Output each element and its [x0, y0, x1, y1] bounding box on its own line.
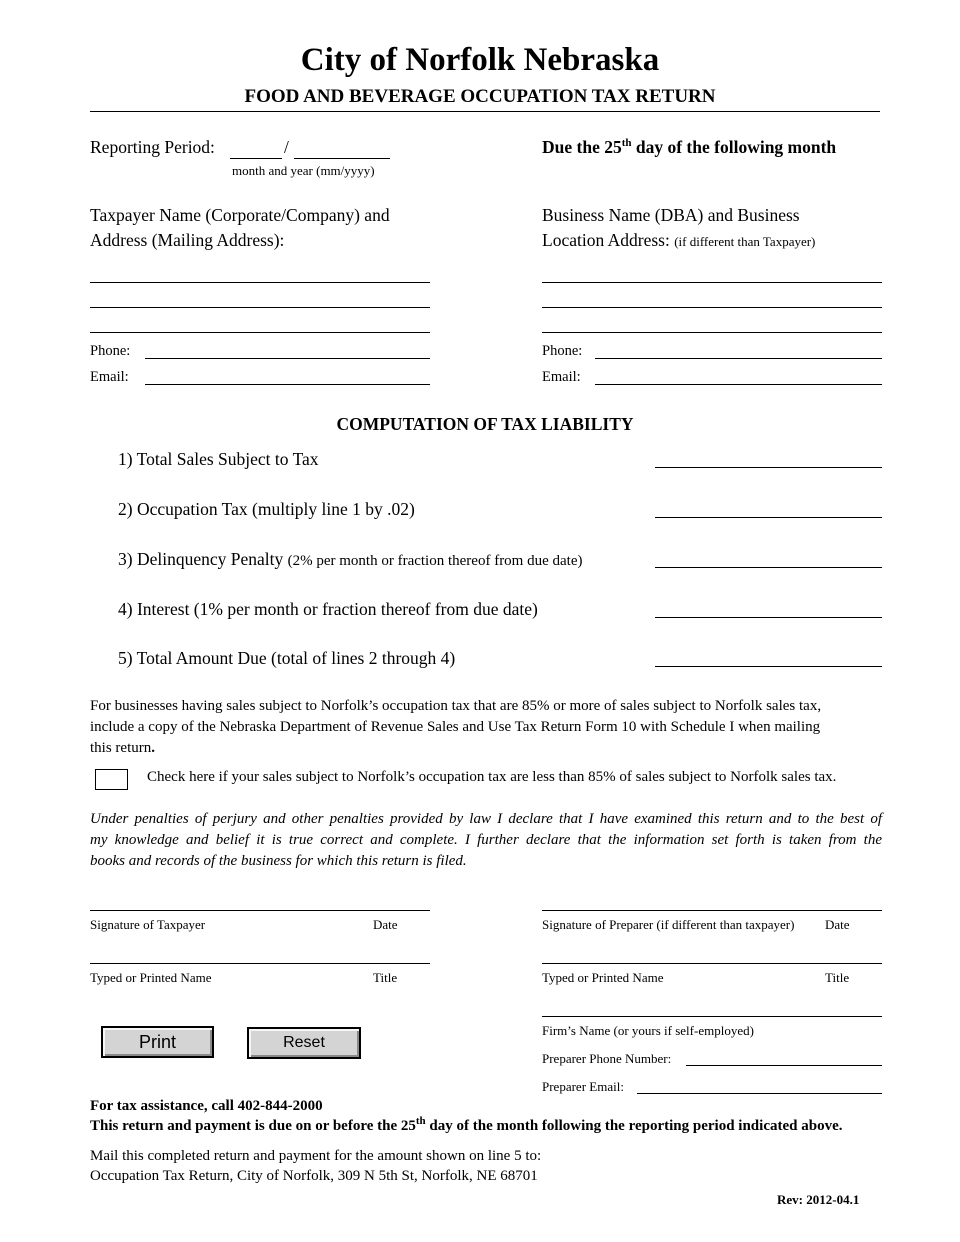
preparer-date-label: Date: [825, 917, 850, 932]
reset-button[interactable]: Reset: [247, 1027, 361, 1059]
line-3-input[interactable]: [655, 548, 882, 568]
notice-paragraph: For businesses having sales subject to Norfolk’s occupation tax that are 85% or more of sales subject to Norfolk sales tax, include a copy of the Nebraska Department of Revenue Sales and Use Tax Return Form 10 with Schedule I when mailing this return.: [90, 698, 822, 756]
business-address-line3[interactable]: [542, 313, 882, 333]
business-phone-label: Phone:: [542, 343, 583, 359]
preparer-firm-name-input[interactable]: [542, 997, 882, 1017]
reporting-slash: /: [284, 137, 289, 157]
business-address-line1[interactable]: [542, 263, 882, 283]
perjury-declaration: Under penalties of perjury and other penalties provided by law I declare that I have examined this return and to the best of my knowledge and belief it is true correct and complete. I further declare that the information set forth is taken from the books and records of the business for which this return is filed.: [90, 811, 882, 869]
taxpayer-phone-label: Phone:: [90, 343, 131, 359]
taxpayer-date-label: Date: [373, 917, 398, 932]
preparer-typed-name-input[interactable]: [542, 944, 882, 964]
preparer-email-label: Preparer Email:: [542, 1079, 624, 1094]
taxpayer-signature-label: Signature of Taxpayer: [90, 917, 206, 932]
business-address-line2[interactable]: [542, 288, 882, 308]
revision-label: Rev: 2012-04.1: [777, 1192, 860, 1207]
taxpayer-title-label: Title: [373, 970, 398, 985]
preparer-typed-name-label: Typed or Printed Name: [542, 970, 664, 985]
taxpayer-heading-line1: Taxpayer Name (Corporate/Company) and: [90, 205, 390, 225]
reporting-period-hint: month and year (mm/yyyy): [232, 163, 375, 178]
line-4-label: 4) Interest (1% per month or fraction thereof from due date): [118, 599, 538, 619]
taxpayer-heading-line2: Address (Mailing Address):: [90, 230, 285, 250]
print-button[interactable]: Print: [101, 1026, 214, 1058]
taxpayer-email-label: Email:: [90, 369, 129, 385]
header-divider: [90, 111, 880, 112]
preparer-firm-name-label: Firm’s Name (or yours if self-employed): [542, 1023, 754, 1038]
business-heading-line1: Business Name (DBA) and Business: [542, 205, 800, 225]
preparer-signature-label: Signature of Preparer (if different than taxpayer): [542, 917, 795, 932]
less-than-85-checkbox[interactable]: [95, 769, 128, 790]
preparer-phone-label: Preparer Phone Number:: [542, 1051, 672, 1066]
taxpayer-signature-input[interactable]: [90, 891, 430, 911]
line-2-input[interactable]: [655, 498, 882, 518]
line-1-label: 1) Total Sales Subject to Tax: [118, 449, 319, 469]
preparer-title-label: Title: [825, 970, 850, 985]
line-5-input[interactable]: [655, 647, 882, 667]
taxpayer-address-line1[interactable]: [90, 263, 430, 283]
line-5-label: 5) Total Amount Due (total of lines 2 through 4): [118, 648, 456, 668]
form-subtitle: FOOD AND BEVERAGE OCCUPATION TAX RETURN: [244, 86, 716, 107]
taxpayer-typed-name-input[interactable]: [90, 944, 430, 964]
checkbox-label: Check here if your sales subject to Norfolk’s occupation tax are less than 85% of sales subject to Norfolk sales tax.: [147, 769, 837, 785]
preparer-email-input[interactable]: [637, 1074, 882, 1094]
line-3-label: 3) Delinquency Penalty (2% per month or fraction thereof from due date): [118, 549, 583, 569]
line-1-input[interactable]: [655, 448, 882, 468]
reporting-period-label: Reporting Period:: [90, 137, 215, 157]
computation-heading: COMPUTATION OF TAX LIABILITY: [336, 414, 634, 434]
preparer-signature-input[interactable]: [542, 891, 882, 911]
line-4-input[interactable]: [655, 598, 882, 618]
due-date-note: Due the 25th day of the following month: [542, 137, 837, 157]
payment-due-note: This return and payment is due on or before the 25th day of the month following the reporting period indicated above.: [90, 1115, 843, 1134]
taxpayer-phone-input[interactable]: [145, 339, 430, 359]
business-phone-input[interactable]: [595, 339, 882, 359]
taxpayer-typed-name-label: Typed or Printed Name: [90, 970, 212, 985]
taxpayer-email-input[interactable]: [145, 365, 430, 385]
business-email-label: Email:: [542, 369, 581, 385]
mailing-address: Occupation Tax Return, City of Norfolk, 309 N 5th St, Norfolk, NE 68701: [90, 1168, 538, 1184]
form-title: City of Norfolk Nebraska: [300, 42, 660, 78]
business-email-input[interactable]: [595, 365, 882, 385]
reporting-month-input[interactable]: [230, 139, 282, 159]
taxpayer-address-line2[interactable]: [90, 288, 430, 308]
mail-instructions: Mail this completed return and payment for the amount shown on line 5 to:: [90, 1148, 542, 1164]
tax-assistance-note: For tax assistance, call 402-844-2000: [90, 1098, 323, 1114]
reporting-year-input[interactable]: [294, 139, 390, 159]
preparer-phone-input[interactable]: [686, 1046, 882, 1066]
business-heading-line2: Location Address: (if different than Taxpayer): [542, 230, 816, 250]
line-2-label: 2) Occupation Tax (multiply line 1 by .02): [118, 499, 415, 519]
taxpayer-address-line3[interactable]: [90, 313, 430, 333]
